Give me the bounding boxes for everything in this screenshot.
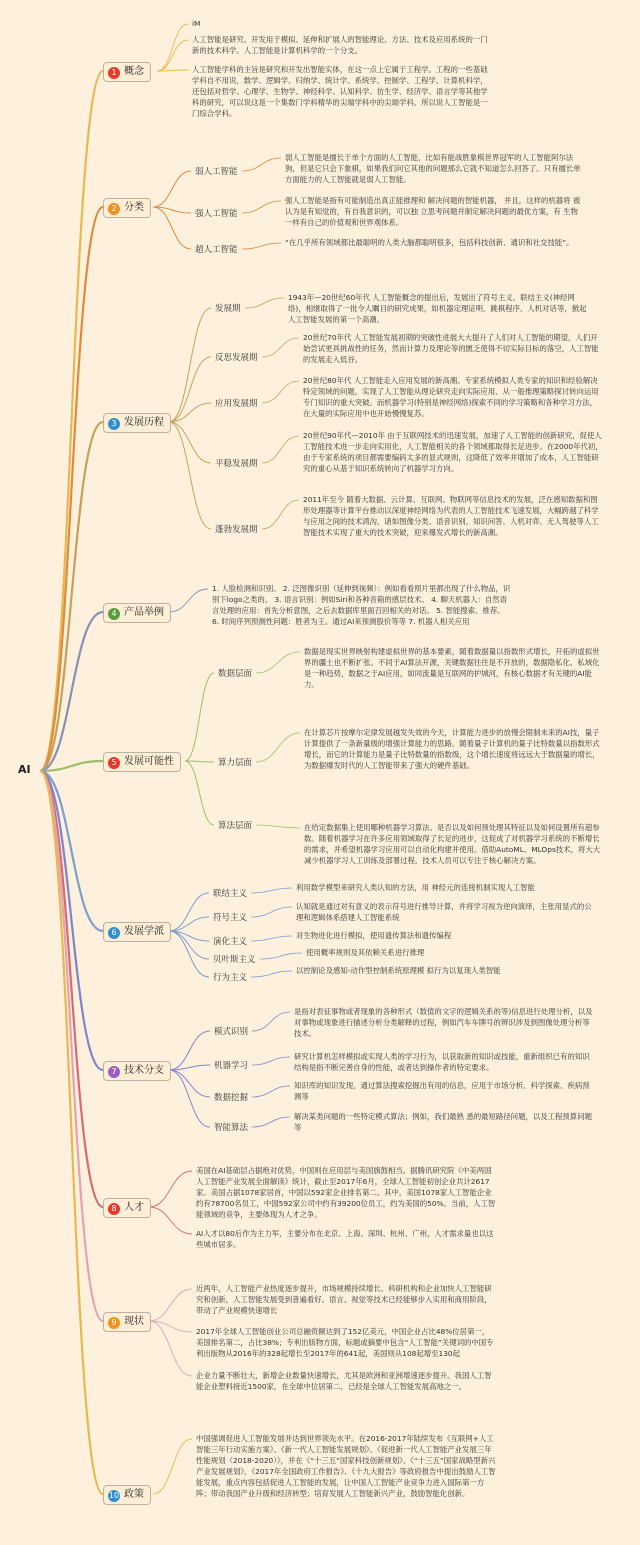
- topic-label: 技术分支: [124, 1065, 164, 1076]
- detail-text-history-4: 2011年至今 随着大数据、云计算、互联网、物联网等信息技术的发展，泛在感知数据和图形处理器等计算平台推动以深度神经网络为代表的人工智能技术飞速发展，大幅跨越了科学与应用之间的技术鸿沟，诸如图像分类、语音识别、知识问答、人机对弈、无人驾驶等人工智能技术实现了重大的技术突破，迎来爆发式增长的新高潮。: [303, 495, 599, 537]
- detail-text-possibility-1: 在计算芯片按摩尔定律发展越发失效的今天，计算能力进步的放慢会限制未来的AI技，量子计算提供了一条新量级的增强计算能力的思路。随着量子计算机的量子比特数量以指数形式增长，而它的计算能力是量子比特数量的指数级，这个增长速度将远远大于数据量的增长，为数据爆发时代的人工智能带来了强大的硬件基础。: [304, 728, 600, 770]
- subtopic-category-2[interactable]: 超人工智能: [195, 245, 238, 255]
- root-node[interactable]: AI: [18, 763, 31, 776]
- number-badge: 9: [108, 1317, 120, 1329]
- subtopic-schools-1[interactable]: 符号主义: [213, 913, 248, 923]
- topic-label: 人才: [124, 1202, 144, 1213]
- subtopic-branches-0[interactable]: 模式识别: [214, 1027, 249, 1037]
- subtopic-category-1[interactable]: 强人工智能: [195, 209, 238, 219]
- detail-text-schools-4: 以控制论及感知-动作型控制系统原理模 拟行为以复现人类智能: [296, 966, 501, 975]
- topic-products[interactable]: [103, 603, 171, 623]
- topic-category[interactable]: [103, 198, 151, 218]
- detail-text-category-2: “在几乎所有领域都比最聪明的人类大脑都聪明很多，包括科技创新、通识和社交技能”。: [285, 238, 574, 247]
- detail-text-branches-3: 解决某类问题的一些特定模式算法；例如，我们最熟 悉的最短路径问题，以及工程预算问题等: [294, 1112, 592, 1132]
- topic-label: 发展历程: [124, 417, 164, 428]
- topic-branches[interactable]: [103, 1061, 171, 1081]
- topic-talent[interactable]: [103, 1198, 151, 1218]
- topic-label: 政策: [124, 1489, 144, 1500]
- detail-text-category-1: 强人工智能是指有可能制造出真正能推理和 解决问题的智能机器， 并且，这样的机器将 被认为是有知觉的，有自我意识的，可以独 立思考问题并制定解决问题的最优方案，有 生物一样有自己的价值观和世界观体系。: [285, 196, 581, 227]
- paragraph-status-2: 企业力量不断壮大，新增企业数量快速增长，尤其是欧洲和亚洲增速逐步提升。我国人工智能企业塑料接近1500家，在全球中位居第二，已经是全球人工智能发展高地之一。: [196, 1371, 492, 1391]
- subtopic-category-0[interactable]: 弱人工智能: [195, 167, 238, 177]
- detail-text-schools-1: 认知就是通过对有意义的表示符号进行推导计算，并将学习视为逆向演绎，主张用显式的公理和逻辑体系搭建人工智能系统: [296, 902, 592, 922]
- number-badge: 10: [108, 1491, 120, 1500]
- subtopic-history-1[interactable]: 反思发展期: [215, 353, 258, 363]
- number-badge: 8: [108, 1203, 120, 1215]
- detail-text-history-1: 20世纪70年代 人工智能发展初期的突破性进展大大提升了人们对人工智能的期望，人们开始尝试更具挑战性的任务，然而计算力及理论等的匮乏使得不切实际目标的落空，人工智能的发展走入低谷。: [303, 333, 599, 364]
- subtopic-schools-3[interactable]: 贝叶斯主义: [213, 955, 256, 965]
- paragraph-concept-0: iM: [192, 19, 201, 28]
- number-badge: 7: [108, 1066, 120, 1078]
- paragraph-status-0: 近两年，人工智能产业热度逐步提升，市场规模持续增长。科研机构和企业加快人工智能研究和创新，人工智能发展受到普遍看好。语言、视觉等技术已经能够步入实用和商用阶段，带动了产业规模快速增长: [196, 1284, 492, 1315]
- paragraph-concept-1: 人工智能是研究、开发用于模拟、延伸和扩展人的智能理论、方法、技术及应用系统的一门新的技术科学。人工智能是计算机科学的一个分支。: [192, 35, 488, 55]
- detail-text-history-2: 20世纪80年代 人工智能走入应用发展的新高潮。专家系统模拟人类专家的知识和经验解决特定领域的问题，实现了人工智能从理论研究走向实际应用、从一般推理策略探讨转向运用专门知识的重大突破。而机器学习(特别是神经网络)探索不同的学习策略和各种学习方法，在大量的实际应用中也开始慢慢复苏。: [303, 376, 599, 418]
- detail-text-possibility-0: 数据是现实世界映射构建虚拟世界的基本要素，随着数据量以指数形式增长，开拓的虚拟世界的疆土也不断扩张。不同于AI算法开源，关键数据往往是不开放的，数据隐私化、私域化是一种趋势，数据之于AI应用，如同流量是互联网的护城河，有核心数据才有关键的AI能力。: [304, 647, 600, 689]
- number-badge: 3: [108, 418, 120, 430]
- detail-text-schools-2: 对生物进化进行模拟，使用遗传算法和遗传编程: [296, 931, 452, 940]
- subtopic-possibility-1[interactable]: 算力层面: [218, 758, 253, 768]
- topic-label: 现状: [124, 1316, 144, 1327]
- topic-label: 发展学派: [124, 926, 164, 937]
- number-badge: 1: [108, 67, 120, 79]
- paragraph-concept-2: 人工智能学科的主旨是研究和开发出智能实体，在这一点上它属于工程学。工程的一些基础学科自不用说，数学、逻辑学、归纳学、统计学、系统学、控制学、工程学、计算机科学，还包括对哲学、心理学、生物学、神经科学、认知科学、仿生学、经济学、语言学等其他学科的研究，可以说这是一个集数门学科精华的尖端学科中的尖端学科。所以说人工智能是一门综合学科。: [192, 65, 488, 118]
- subtopic-branches-1[interactable]: 机器学习: [214, 1061, 249, 1071]
- detail-text-history-3: 20世纪90年代—2010年 由于互联网技术的迅速发展，加速了人工智能的创新研究，促使人工智能技术进一步走向实用化，人工智能相关的各个领域都取得长足进步。在2000年代初，由于专家系统的项目都需要编码太多的显式规则，这降低了效率并增加了成本，人工智能研究的重心从基于知识系统转向了机器学习方向。: [303, 431, 603, 473]
- detail-text-possibility-2: 在给定数据集上使用哪种机器学习算法、是否以及如何预处理其特征以及如何设置所有超参数。随着机器学习在许多应用领域取得了长足的进步，这促成了对机器学习系统的不断增长的需求，并希望机器学习应用可以自动化构建并使用。借助AutoML、MLOps技术，将大大减少机器学习人工训练及部署过程，技术人员可以专注于核心解决方案。: [304, 823, 601, 865]
- number-badge: 6: [108, 927, 120, 939]
- number-badge: 4: [108, 608, 120, 620]
- detail-text-category-0: 弱人工智能是擅长于单个方面的人工智能，比如有能战胜象棋世界冠军的人工智能阿尔法狗，但是它只会下象棋，如果我们问它其他的问题那么它就不知道怎么回答了。只有擅长单方面能力的人工智能就是弱人工智能。: [285, 153, 581, 184]
- detail-text-schools-0: 利用数学模型来研究人类认知的方法，用 神经元的连接机制实现人工智能: [296, 883, 535, 892]
- topic-schools[interactable]: [103, 922, 171, 942]
- number-badge: 2: [108, 203, 120, 215]
- paragraph-policy-0: 中国强调促进人工智能发展并达到世界领先水平。在2016-2017年陆续发布《互联网+人工智能三年行动实施方案》、《新一代人工智能发展规划》、《促进新一代人工智能产业发展三年性能规划（2018-2020）》，并在《“十三五”国家科技创新规划》、《“十三五”国家战略型新兴产业发展规划》、《2017年全国政府工作报告》、《十九大报告》等政府报告中提出鼓励人工智能发展，重点内容包括促进人工智能的发展，让中国人工智能产业竞争力进入国际第一方阵；带动我国产业升级和经济转型；培育发展人工智能新兴产业，鼓励智能化创新。: [196, 1434, 496, 1498]
- detail-text-schools-3: 使用概率规则及其依赖关系进行推理: [306, 948, 425, 957]
- subtopic-schools-0[interactable]: 联结主义: [213, 889, 248, 899]
- topic-policy[interactable]: [103, 1485, 151, 1505]
- topic-label: 发展可能性: [124, 756, 174, 767]
- subtopic-schools-2[interactable]: 演化主义: [213, 937, 248, 947]
- detail-text-history-0: 1943年—20世纪60年代 人工智能概念的提出后，发展出了符号主义、联结主义(神经网络)，相继取得了一批令人瞩目的研究成果，如机器定理证明、跳棋程序、人机对话等，掀起人工智能发展的第一个高潮。: [288, 293, 587, 324]
- detail-text-branches-1: 研究计算机怎样模拟或实现人类的学习行为，以获取新的知识或技能，重新组织已有的知识结构是指不断完善自身的性能，或者达到操作者的特定要求。: [294, 1052, 590, 1072]
- topic-label: 产品举例: [124, 607, 164, 618]
- subtopic-schools-4[interactable]: 行为主义: [213, 973, 248, 983]
- subtopic-history-3[interactable]: 平稳发展期: [215, 459, 258, 469]
- subtopic-history-4[interactable]: 蓬勃发展期: [215, 525, 258, 535]
- topic-label: 概念: [124, 66, 144, 77]
- subtopic-history-2[interactable]: 应用发展期: [215, 399, 258, 409]
- subtopic-branches-3[interactable]: 智能算法: [214, 1123, 249, 1133]
- subtopic-branches-2[interactable]: 数据挖掘: [214, 1093, 249, 1103]
- paragraph-talent-0: 美国在AI基础层占据绝对优势，中国则在应用层与美国旗鼓相当。据腾讯研究院《中美两国人工智能产业发展全面解读》统计，截止至2017年6月，全球人工智能初创企业共计2617家。美国占据1078家居首，中国以592家企业排名第二。其中，美国1078家人工智能企业约有78700名员工，中国592家公司中约有39200位员工，约为美国的50%。当前，人工智能领域的竞争，主要体现为人才之争。: [196, 1166, 496, 1219]
- detail-text-branches-2: 知识库的知识发现，通过算法搜索挖掘出有用的信息，应用于市场分析、科学探索、疾病预测等: [294, 1081, 590, 1101]
- paragraph-talent-1: AI人才以80后作为主力军，主要分布在北京、上海、深圳、杭州、广州，人才需求量也以这些城市居多。: [196, 1229, 494, 1249]
- subtopic-possibility-2[interactable]: 算法层面: [218, 821, 253, 831]
- subtopic-possibility-0[interactable]: 数据层面: [218, 669, 253, 679]
- topic-history[interactable]: [103, 413, 171, 433]
- topic-concept[interactable]: [103, 62, 151, 82]
- topic-status[interactable]: [103, 1312, 151, 1332]
- paragraph-status-1: 2017年全球人工智能创业公司总融资额达到了152亿美元，中国企业占比48%位居第一，美国排名第二，占比38%；专利出版物方面，标题或摘要中包含“人工智能”关键词的中国专利出版物从2016年的328起增长至2017年的641起，美国则从108起增至130起: [196, 1327, 494, 1358]
- number-badge: 5: [108, 757, 120, 769]
- detail-text-branches-0: 是指对表征事物或者现象的各种形式（数值的文字的逻辑关系的等)信息进行处理分析，以及对事物或现象进行描述分析分类解释的过程，例如汽车车牌号的辨识涉及到图像处理分析等技术。: [294, 1007, 593, 1038]
- topic-label: 分类: [124, 202, 144, 213]
- topic-possibility[interactable]: [103, 752, 181, 772]
- paragraph-products-0: 1. 人脸检测和识别。 2. 泛图像识别（延伸到视频）：例如看看照片里都出现了什么物品，识别下logo之类的。 3. 语言识别：例如Siri和各种音箱的感层技术。 4. 聊天机器人：自然语言处理的应用：首先分析意图，之后去数据库里面召回相关的对话。 5. 智能搜索、推荐。 6. 时间序列预测性问题：胜者为王。通过AI来预测股价等等 7. 机器人相关应用: [212, 584, 511, 626]
- subtopic-history-0[interactable]: 发展期: [215, 304, 241, 314]
